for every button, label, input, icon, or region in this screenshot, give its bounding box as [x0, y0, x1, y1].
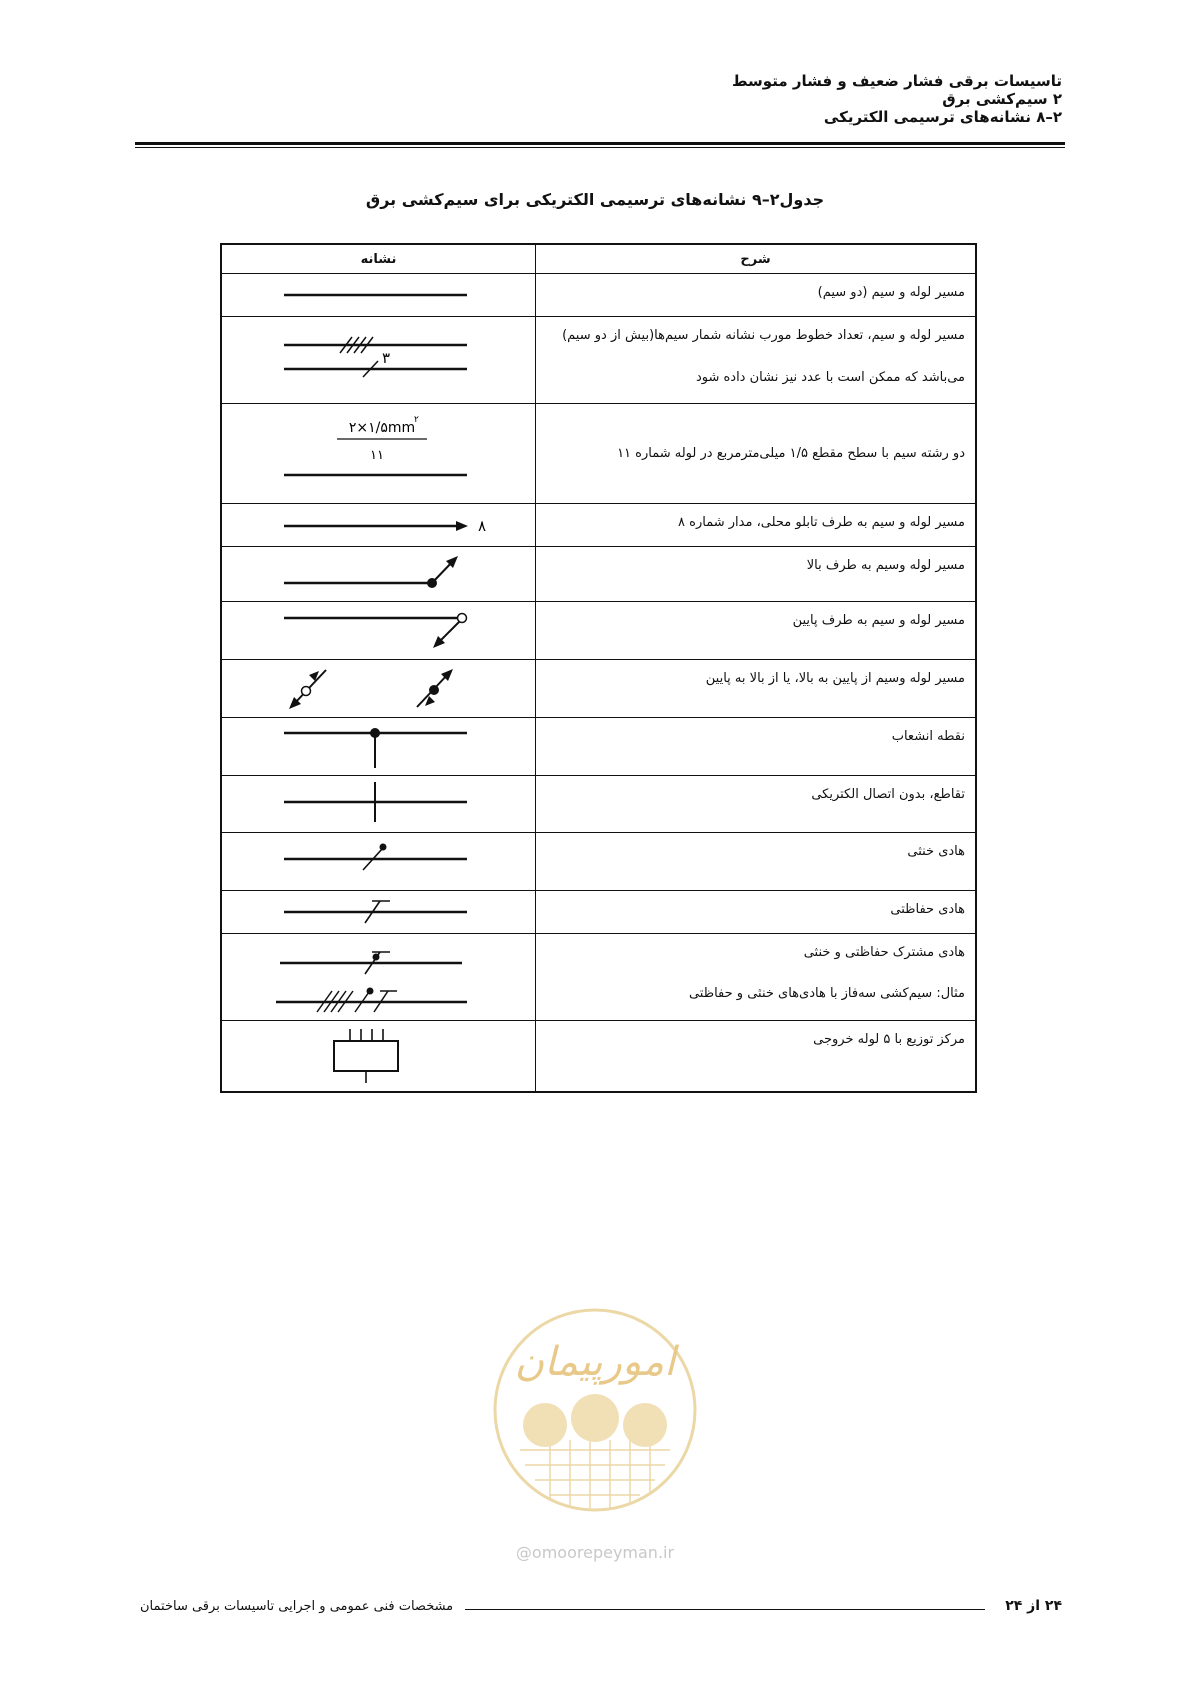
table-caption: جدول۲–۹ نشانه‌های ترسیمی الکتریکی برای سیم‌کشی برق: [365, 190, 825, 209]
page-number: ۲۴ از ۲۴: [1005, 1598, 1062, 1614]
row-description: هادی خنثی: [907, 844, 965, 859]
row-description-line-2: مثال: سیم‌کشی سه‌فاز با هادی‌های خنثی و حفاظتی: [688, 986, 965, 1001]
table-row: [221, 547, 976, 602]
protective-conductor-icon: [221, 891, 536, 934]
table-row: [221, 504, 976, 547]
header-description: شرح: [536, 244, 977, 274]
table-row: [221, 660, 976, 718]
footer-title: مشخصات فنی عمومی و اجرایی تاسیسات برقی ساختمان: [140, 1599, 454, 1614]
branch-point-icon: [221, 718, 536, 776]
header-line-2: ۲ سیم‌کشی برق: [942, 90, 1062, 108]
table-row: [221, 934, 976, 1021]
cross-section-superscript: ۲: [414, 415, 419, 425]
symbols-table: [220, 243, 977, 1093]
row-description: نقطه انشعاب: [891, 729, 965, 744]
watermark-url: @omoorepeyman.ir: [515, 1543, 675, 1562]
header-rule-thin: [135, 147, 1065, 148]
page-header: [732, 72, 1062, 126]
wire-count-label: ۳: [382, 349, 391, 367]
conduit-number-label: ۱۱: [370, 448, 384, 463]
distribution-box-icon: [221, 1021, 536, 1093]
table-row: [221, 1021, 976, 1093]
neutral-conductor-icon: [221, 833, 536, 891]
table-row: [221, 404, 976, 504]
header-line-3: ۲–۸ نشانه‌های ترسیمی الکتریکی: [823, 108, 1062, 126]
wire-cross-section-icon: [221, 404, 536, 504]
header-rule-thick: [135, 142, 1065, 145]
header-line-1: تاسیسات برقی فشار ضعیف و فشار متوسط: [731, 72, 1062, 90]
table-row: [221, 602, 976, 660]
watermark-logo-text: امورپیمان: [514, 1339, 676, 1385]
table-row: [221, 317, 976, 404]
wire-upward-icon: [221, 547, 536, 602]
row-description: مسیر لوله وسیم از پایین به بالا، یا از بالا به پایین: [705, 671, 965, 686]
crossing-no-connection-icon: [221, 776, 536, 833]
footer-rule: [465, 1609, 985, 1610]
table-row: [221, 776, 976, 833]
row-description: مسیر لوله و سیم به طرف تابلو محلی، مدار شماره ۸: [678, 515, 965, 530]
table-header-row: [221, 244, 976, 274]
table-row: [221, 274, 976, 317]
wire-through-icon: [221, 660, 536, 718]
two-wire-line-icon: [221, 274, 536, 317]
row-description: مسیر لوله وسیم به طرف بالا: [806, 558, 965, 573]
row-description-line-2: می‌باشد که ممکن است با عدد نیز نشان داده شود: [695, 370, 965, 385]
row-description: هادی حفاظتی: [890, 902, 965, 917]
cross-section-label: ۲×۱/۵mm: [348, 420, 416, 436]
row-description: هادی مشترک حفاظتی و خنثی: [803, 945, 965, 960]
watermark-logo: [490, 1300, 700, 1565]
pen-conductor-icon: [221, 934, 536, 1021]
header-symbol: نشانه: [221, 244, 536, 274]
table-row: [221, 833, 976, 891]
row-description: تقاطع، بدون اتصال الکتریکی: [811, 787, 965, 802]
panel-arrow-icon: [221, 504, 536, 547]
table-row: [221, 718, 976, 776]
table-row: [221, 891, 976, 934]
row-description: مسیر لوله و سیم (دو سیم): [817, 285, 965, 300]
row-description: مسیر لوله و سیم به طرف پایین: [792, 613, 965, 628]
multi-wire-count-icon: [221, 317, 536, 404]
row-description: مسیر لوله و سیم، تعداد خطوط مورب نشانه شمار سیم‌ها(بیش از دو سیم): [562, 328, 965, 343]
row-description: مرکز توزیع با ۵ لوله خروجی: [813, 1032, 965, 1047]
row-description: دو رشته سیم با سطح مقطع ۱/۵ میلی‌مترمربع در لوله شماره ۱۱: [617, 445, 965, 461]
wire-downward-icon: [221, 602, 536, 660]
circuit-number-label: ۸: [478, 517, 487, 535]
